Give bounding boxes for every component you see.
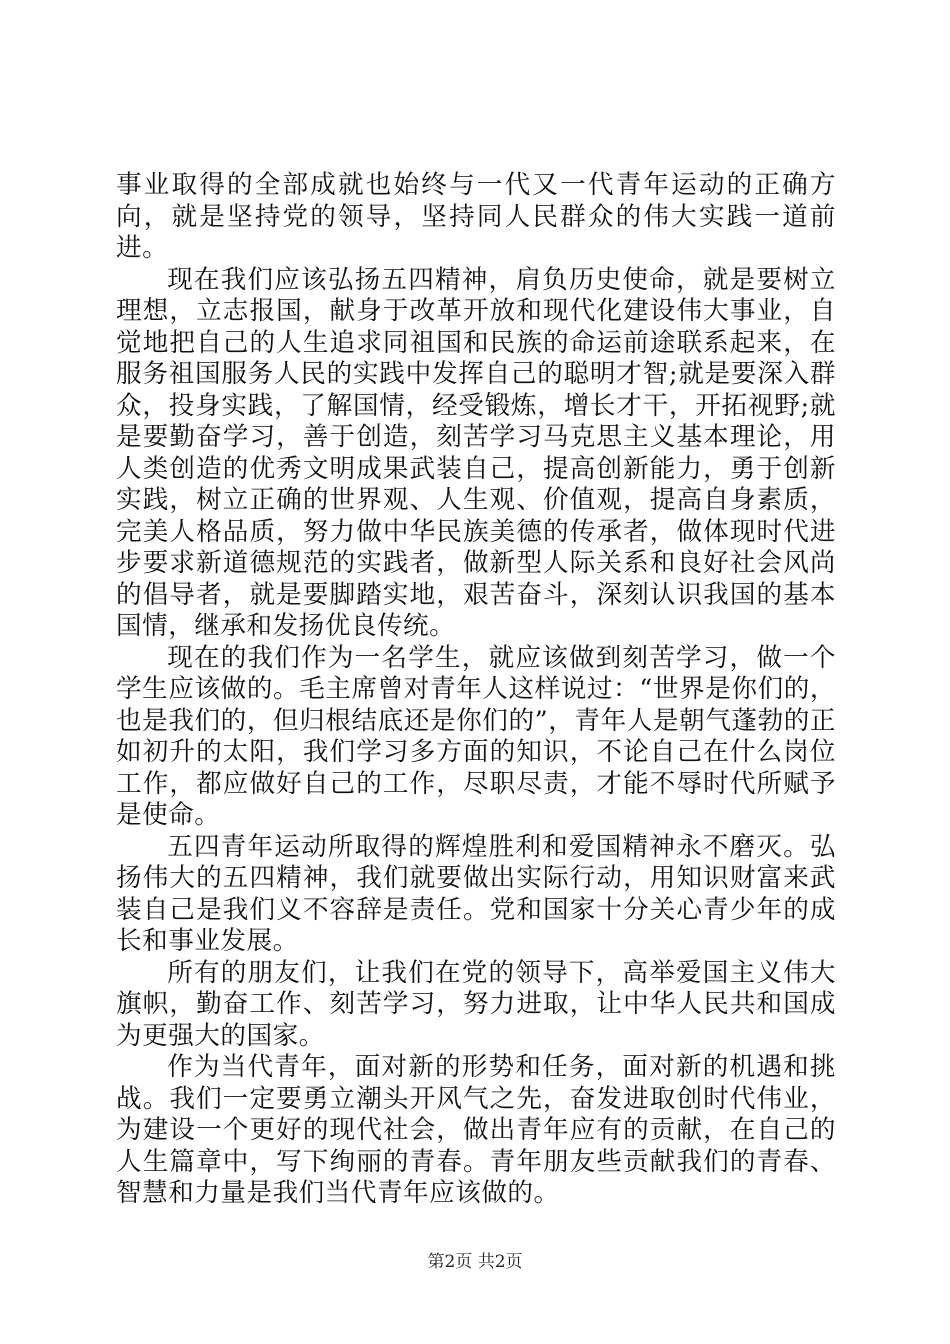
- paragraph-continuation: 事业取得的全部成就也始终与一代又一代青年运动的正确方向，就是坚持党的领导，坚持同人民群众的伟大实践一道前进。: [116, 170, 836, 263]
- paragraph-patriotism: 五四青年运动所取得的辉煌胜利和爱国精神永不磨灭。弘扬伟大的五四精神，我们就要做出实际行动，用知识财富来武装自己是我们义不容辞是责任。党和国家十分关心青少年的成长和事业发展。: [116, 831, 836, 956]
- paragraph-call-to-friends: 所有的朋友们，让我们在党的领导下，高举爱国主义伟大旗帜，勤奋工作、刻苦学习，努力进取，让中华人民共和国成为更强大的国家。: [116, 957, 836, 1051]
- document-body: [116, 170, 836, 1210]
- page-number-footer: 第2页 共2页: [427, 1252, 523, 1272]
- paragraph-may-fourth-spirit: 现在我们应该弘扬五四精神，肩负历史使命，就是要树立理想，立志报国，献身于改革开放和现代化建设伟大事业，自觉地把自己的人生追求同祖国和民族的命运前途联系起来，在服务祖国服务人民的实践中发挥自己的聪明才智;就是要深入群众，投身实践，了解国情，经受锻炼，增长才干，开拓视野;就是要勤奋学习，善于创造，刻苦学习马克思主义基本理论，用人类创造的优秀文明成果武装自己，提高创新能力，勇于创新实践，树立正确的世界观、人生观、价值观，提高自身素质，完美人格品质，努力做中华民族美德的传承者，做体现时代进步要求新道德规范的实践者，做新型人际关系和良好社会风尚的倡导者，就是要脚踏实地，艰苦奋斗，深刻认识我国的基本国情，继承和发扬优良传统。: [116, 264, 836, 641]
- paragraph-contemporary-youth: 作为当代青年，面对新的形势和任务，面对新的机遇和挑战。我们一定要勇立潮头开风气之先，奋发进取创时代伟业，为建设一个更好的现代社会，做出青年应有的贡献，在自己的人生篇章中，写下绚丽的青春。青年朋友些贡献我们的青春、智慧和力量是我们当代青年应该做的。: [116, 1052, 836, 1208]
- paragraph-student-duty: 现在的我们作为一名学生，就应该做到刻苦学习，做一个学生应该做的。毛主席曾对青年人这样说过：“世界是你们的，也是我们的，但归根结底还是你们的”，青年人是朝气蓬勃的正如初升的太阳，我们学习多方面的知识，不论自己在什么岗位工作，都应做好自己的工作，尽职尽责，才能不辱时代所赋予是使命。: [116, 642, 836, 830]
